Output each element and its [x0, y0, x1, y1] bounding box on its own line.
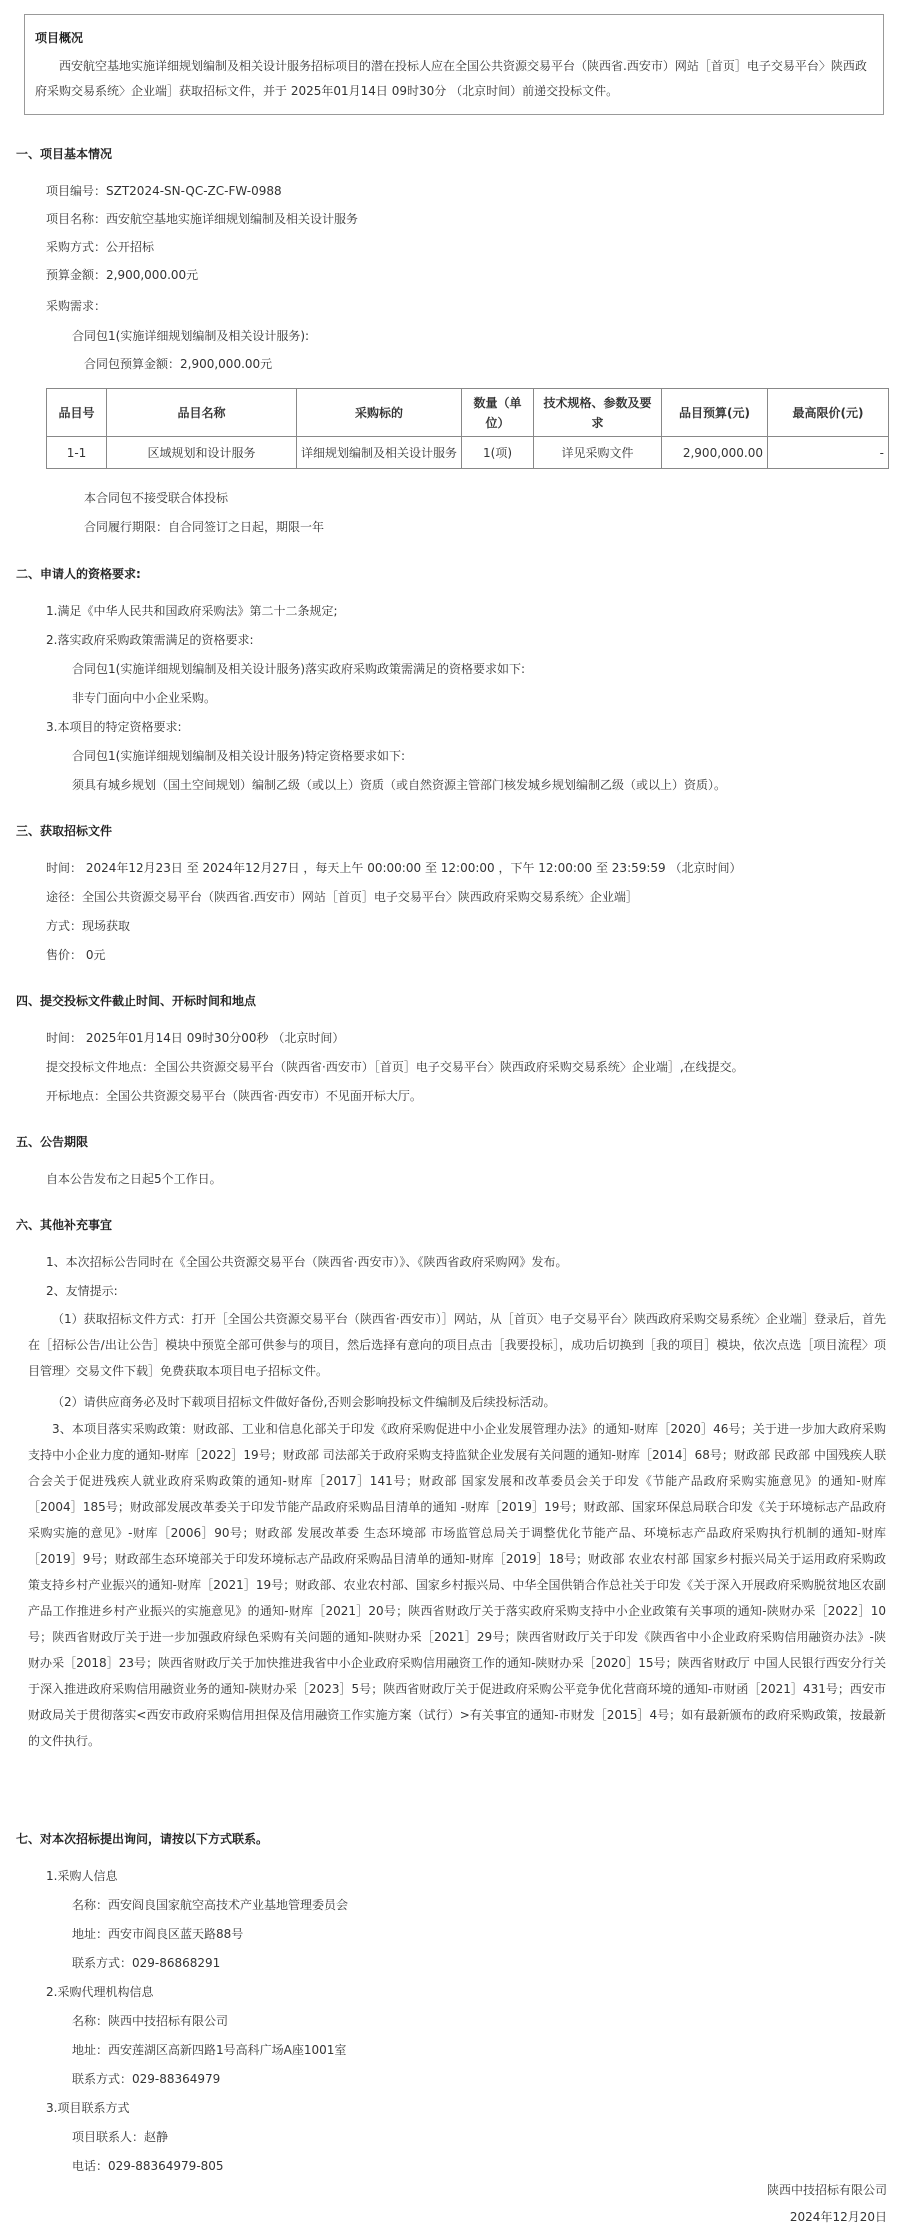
section-qualification-heading: 二、申请人的资格要求:	[16, 567, 141, 581]
table-cell: 详见采购文件	[534, 437, 662, 469]
table-header-cell: 采购标的	[297, 389, 462, 437]
table-header-cell: 品目预算(元)	[662, 389, 768, 437]
supplementary-item-3	[28, 1416, 886, 1754]
qualification-item-2-sub: 合同包1(实施详细规划编制及相关设计服务)落实政府采购政策需满足的资格要求如下:	[72, 662, 526, 676]
table-cell: 区域规划和设计服务	[107, 437, 297, 469]
table-header-cell: 技术规格、参数及要求	[534, 389, 662, 437]
agent-name: 名称：陕西中技招标有限公司	[72, 2014, 229, 2028]
agent-info-title: 2.采购代理机构信息	[46, 1985, 154, 1999]
package-budget: 合同包预算金额：2,900,000.00元	[84, 357, 273, 371]
qualification-item-3-sub: 合同包1(实施详细规划编制及相关设计服务)特定资格要求如下:	[72, 749, 406, 763]
project-name: 项目名称：西安航空基地实施详细规划编制及相关设计服务	[46, 212, 359, 226]
agent-phone: 联系方式：029-88364979	[72, 2072, 221, 2086]
table-header-cell: 最高限价(元)	[768, 389, 889, 437]
paragraph-text: 3、本项目落实采购政策：财政部、工业和信息化部关于印发《政府采购促进中小企业发展管理办法》的通知-财库［2020］46号；关于进一步加大政府采购支持中小企业力度的通知-财库［2022］19号；财政部 司法部关于政府采购支持监狱企业发展有关问题的通知-财库［2014］68号；财政部 民政部 中国残疾人联合会关于促进残疾人就业政府采购政策的通知-财库［2017］141号；财政部 国家发展和改革委员会关于印发《节能产品政府采购实施意见》的通知-财库［2004］185号；财政部发展改革委关于印发节能产品政府采购品目清单的通知 -财库［2019］19号；财政部、国家环保总局联合印发《关于环境标志产品政府采购实施的意见》-财库［2006］90号；财政部 发展改革委 生态环境部 市场监管总局关于调整优化节能产品、环境标志产品政府采购执行机制的通知-财库［2019］9号；财政部生态环境部关于印发环境标志产品政府采购品目清单的通知-财库［2019］18号；财政部 农业农村部 国家乡村振兴局关于运用政府采购政策支持乡村产业振兴的通知-财库［2021］19号；财政部、农业农村部、国家乡村振兴局、中华全国供销合作总社关于印发《关于深入开展政府采购脱贫地区农副产品工作推进乡村产业振兴的实施意见》的通知-财库［2021］20号；陕西省财政厅关于落实政府采购支持中小企业政策有关事项的通知-陕财办采［2022］10号；陕西省财政厅关于进一步加强政府绿色采购有关问题的通知-陕财办采［2021］29号；陕西省财政厅关于印发《陕西省中小企业政府采购信用融资办法》-陕财办采［2018］23号；陕西省财政厅关于加快推进我省中小企业政府采购信用融资工作的通知-陕财办采［2020］15号；陕西省财政厅 中国人民银行西安分行关于深入推进政府采购信用融资业务的通知-陕财办采［2023］5号；陕西省财政厅关于促进政府采购公平竞争优化营商环境的通知-市财函［2021］431号；西安市财政局关于贯彻落实<西安市政府采购信用担保及信用融资工作实施方案（试行）>有关事宜的通知-市财发［2015］4号；如有最新颁布的政府采购政策，按最新的文件执行。	[28, 1422, 886, 1748]
overview-title: 项目概况	[35, 31, 84, 45]
section-basic-info-heading: 一、项目基本情况	[16, 147, 113, 161]
qualification-item-2: 2.落实政府采购政策需满足的资格要求:	[46, 633, 254, 647]
project-overview-box	[24, 14, 884, 115]
buyer-address: 地址：西安市阎良区蓝天路88号	[72, 1927, 244, 1941]
obtain-time: 时间： 2024年12月23日 至 2024年12月27日 ，每天上午 00:00:00 至 12:00:00 ，下午 12:00:00 至 23:59:59 （北京时间）	[46, 861, 742, 875]
section-supplementary-heading: 六、其他补充事宜	[16, 1218, 113, 1232]
agent-address: 地址：西安莲湖区高新四路1号高科广场A座1001室	[72, 2043, 347, 2057]
table-cell: 1-1	[47, 437, 107, 469]
table-row	[47, 437, 889, 469]
table-header-row	[47, 389, 889, 437]
section-deadline-heading: 四、提交投标文件截止时间、开标时间和地点	[16, 994, 257, 1008]
obtain-way: 方式：现场获取	[46, 919, 131, 933]
buyer-name: 名称：西安阎良国家航空高技术产业基地管理委员会	[72, 1898, 349, 1912]
qualification-item-1: 1.满足《中华人民共和国政府采购法》第二十二条规定;	[46, 604, 338, 618]
procurement-method: 采购方式：公开招标	[46, 240, 155, 254]
table-header-cell: 数量（单位）	[462, 389, 534, 437]
no-consortium-note: 本合同包不接受联合体投标	[84, 491, 229, 505]
document-price: 售价： 0元	[46, 948, 106, 962]
signature-date: 2024年12月20日	[789, 2210, 887, 2224]
table-cell: 2,900,000.00	[662, 437, 768, 469]
signature-company: 陕西中技招标有限公司	[766, 2183, 887, 2197]
qualification-item-3: 3.本项目的特定资格要求:	[46, 720, 182, 734]
qualification-item-2-detail: 非专门面向中小企业采购。	[72, 691, 217, 705]
project-contact-person: 项目联系人：赵静	[72, 2130, 169, 2144]
deadline-time: 时间： 2025年01月14日 09时30分00秒 （北京时间）	[46, 1031, 345, 1045]
project-number: 项目编号：SZT2024-SN-QC-ZC-FW-0988	[46, 184, 282, 198]
buyer-info-title: 1.采购人信息	[46, 1869, 118, 1883]
budget-amount: 预算金额：2,900,000.00元	[46, 268, 199, 282]
supplementary-item-2-1	[28, 1306, 886, 1384]
submit-place: 提交投标文件地点：全国公共资源交易平台（陕西省·西安市）［首页］电子交易平台〉陕西政府采购交易系统〉企业端］,在线提交。	[46, 1060, 744, 1074]
buyer-phone: 联系方式：029-86868291	[72, 1956, 221, 1970]
table-cell: 1(项)	[462, 437, 534, 469]
procurement-demand-label: 采购需求：	[46, 299, 107, 313]
qualification-item-3-detail: 须具有城乡规划（国土空间规划）编制乙级（或以上）资质（或自然资源主管部门核发城乡规划编制乙级（或以上）资质）。	[72, 778, 727, 792]
obtain-route: 途径：全国公共资源交易平台（陕西省.西安市）网站［首页］电子交易平台〉陕西政府采购交易系统〉企业端］	[46, 890, 638, 904]
notice-period-body: 自本公告发布之日起5个工作日。	[46, 1172, 222, 1186]
section-notice-period-heading: 五、公告期限	[16, 1135, 89, 1149]
section-obtain-docs-heading: 三、获取招标文件	[16, 824, 113, 838]
table-cell: -	[768, 437, 889, 469]
supplementary-item-1: 1、本次招标公告同时在《全国公共资源交易平台（陕西省·西安市）》、《陕西省政府采购网》发布。	[46, 1255, 568, 1269]
open-bid-place: 开标地点：全国公共资源交易平台（陕西省·西安市）不见面开标大厅。	[46, 1089, 422, 1103]
supplementary-item-2-2: （2）请供应商务必及时下载项目招标文件做好备份,否则会影响投标文件编制及后续投标活动。	[52, 1395, 556, 1409]
items-table	[46, 388, 889, 469]
overview-body: 西安航空基地实施详细规划编制及相关设计服务招标项目的潜在投标人应在全国公共资源交易平台（陕西省.西安市）网站［首页］电子交易平台〉陕西政府采购交易系统〉企业端］获取招标文件，并于 2025年01月14日 09时30分 （北京时间）前递交投标文件。	[35, 59, 867, 98]
paragraph-text: （1）获取招标文件方式：打开［全国公共资源交易平台（陕西省·西安市）］网站，从［首页〉电子交易平台〉陕西政府采购交易系统〉企业端］登录后，首先在［招标公告/出让公告］模块中预览全部可供参与的项目，然后选择有意向的项目点击［我要投标］，成功后切换到［我的项目］模块，依次点选［项目流程〉项目管理〉交易文件下载］免费获取本项目电子招标文件。	[28, 1312, 886, 1378]
project-contact-title: 3.项目联系方式	[46, 2101, 130, 2115]
table-header-cell: 品目名称	[107, 389, 297, 437]
supplementary-item-2: 2、友情提示:	[46, 1284, 118, 1298]
table-header-cell: 品目号	[47, 389, 107, 437]
project-contact-phone: 电话：029-88364979-805	[72, 2159, 224, 2173]
table-cell: 详细规划编制及相关设计服务	[297, 437, 462, 469]
package-title: 合同包1(实施详细规划编制及相关设计服务):	[72, 329, 310, 343]
contract-period: 合同履行期限：自合同签订之日起，期限一年	[84, 520, 325, 534]
section-contact-heading: 七、对本次招标提出询问，请按以下方式联系。	[16, 1832, 269, 1846]
